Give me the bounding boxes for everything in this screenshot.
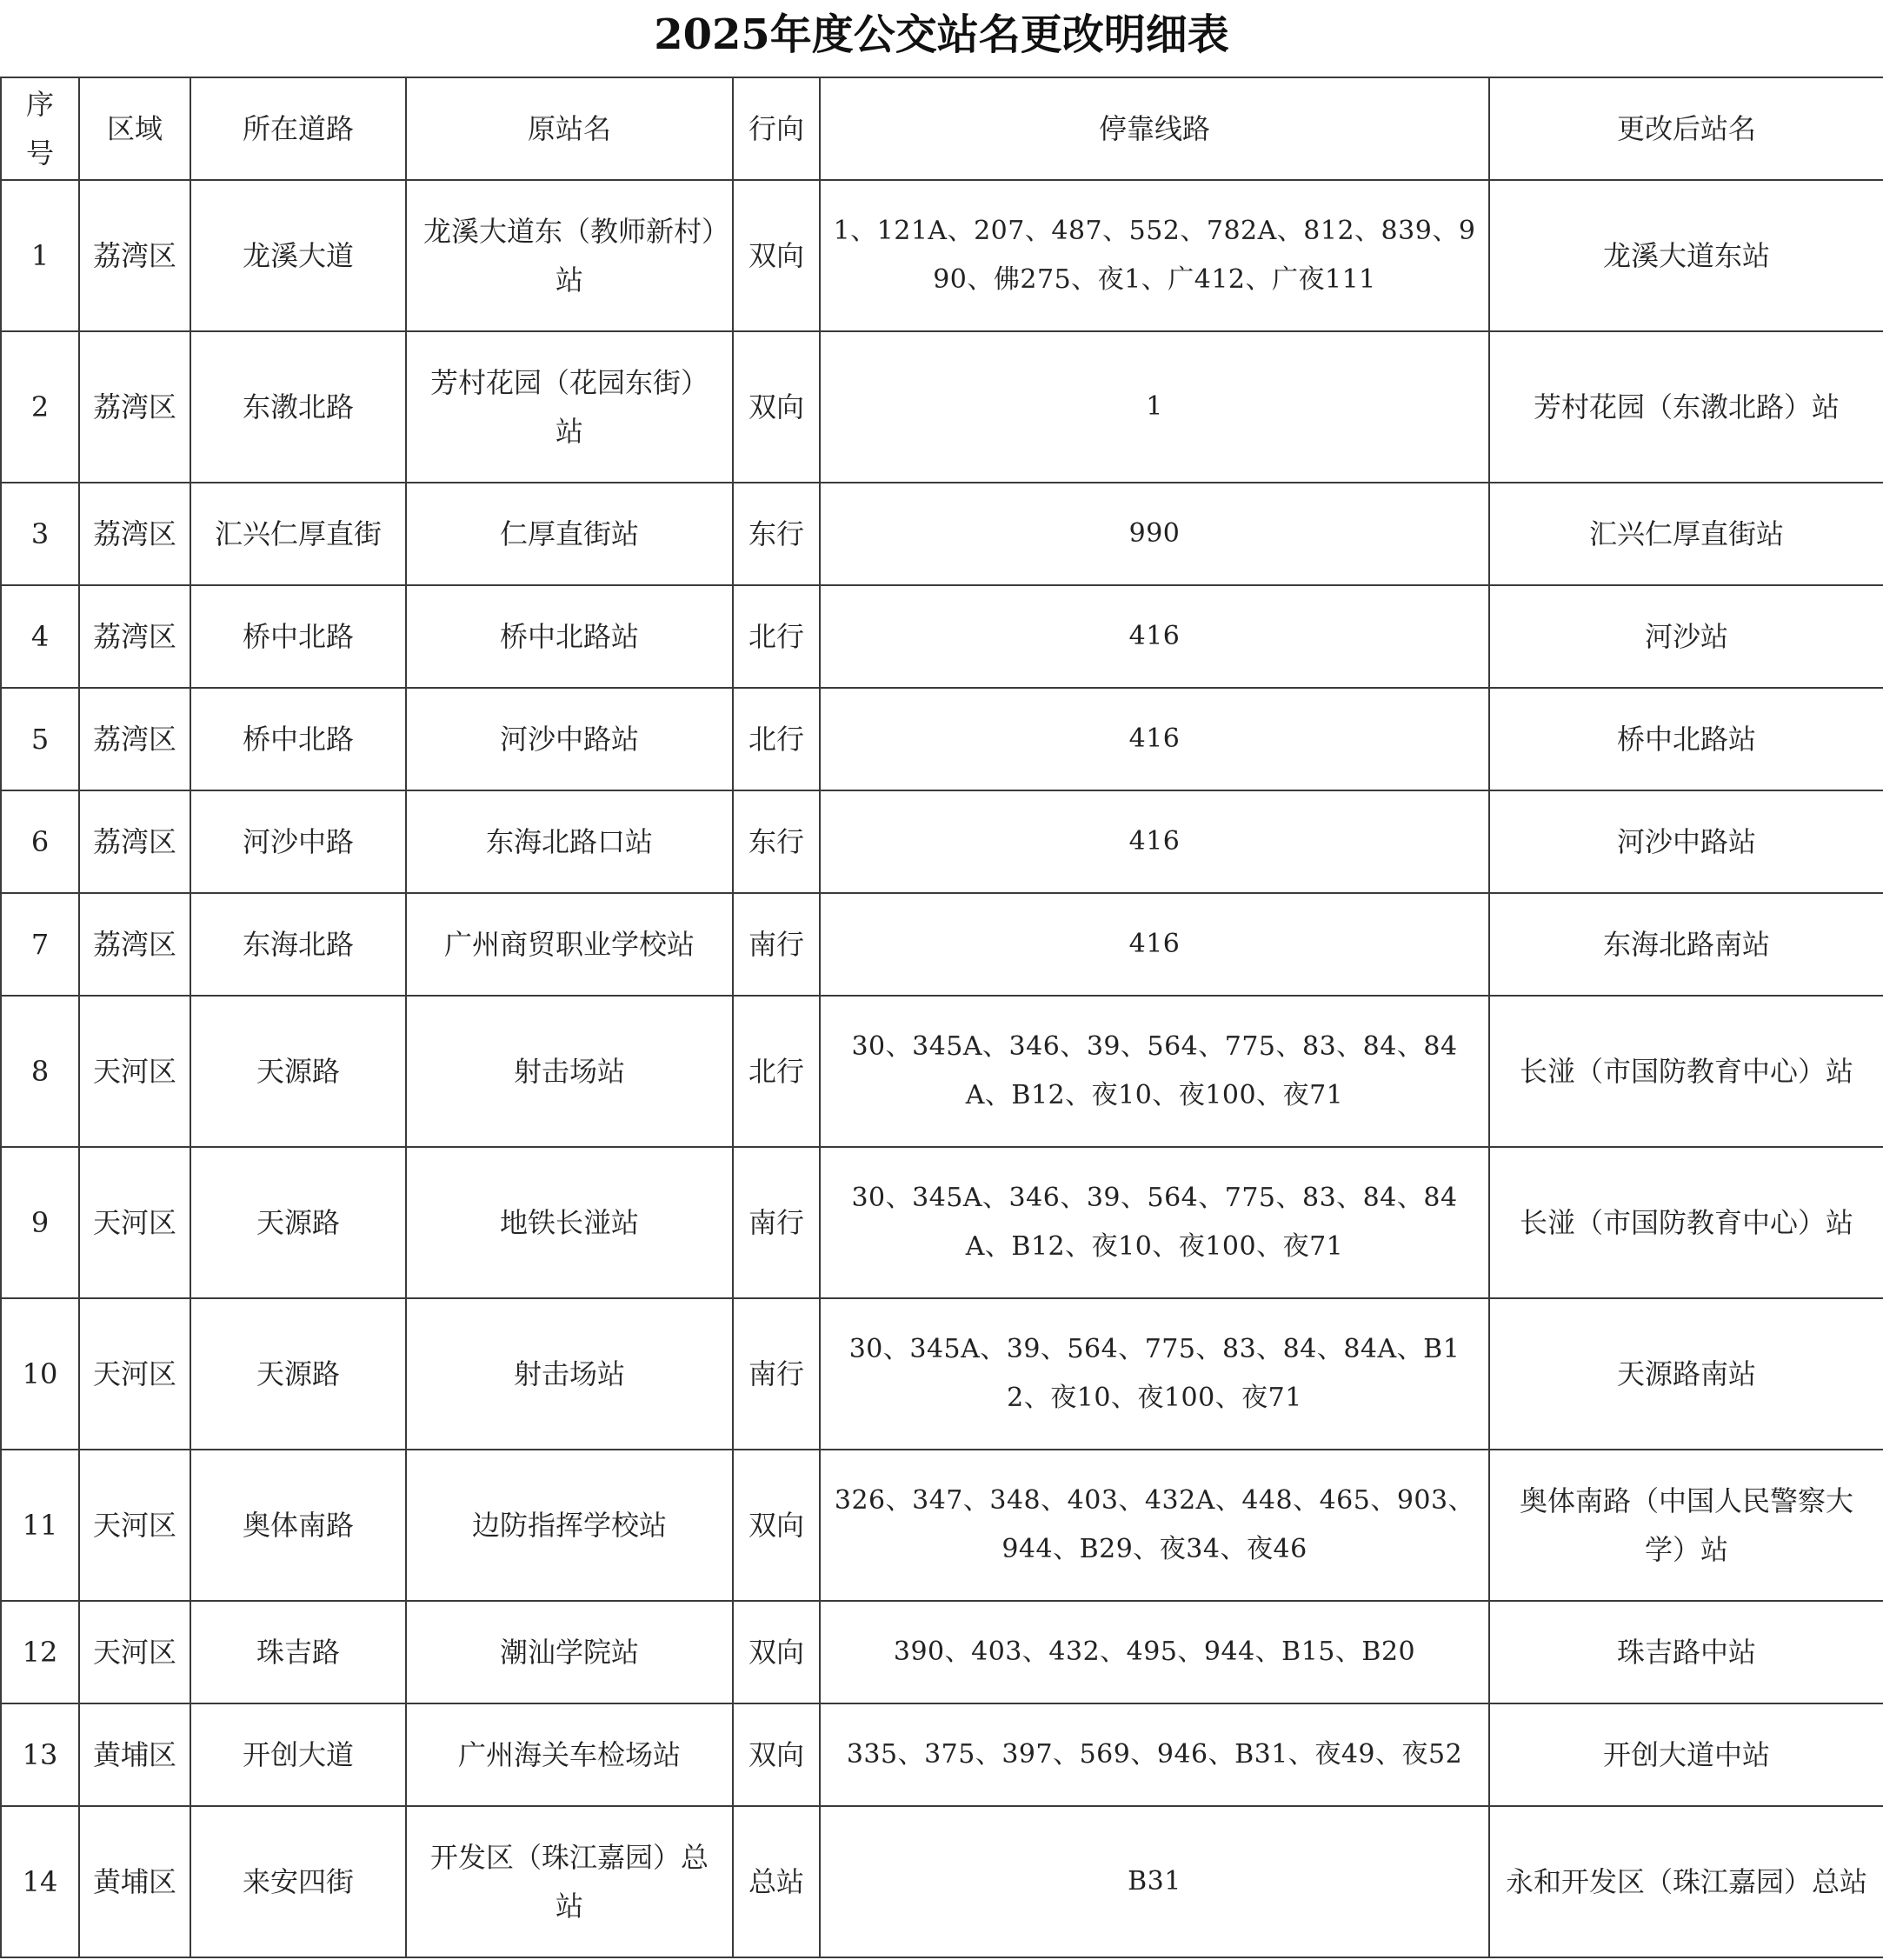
cell-district: 荔湾区 bbox=[79, 790, 190, 893]
table-row bbox=[1, 483, 1883, 585]
cell-index: 3 bbox=[1, 483, 79, 585]
cell-new-name: 东海北路南站 bbox=[1489, 893, 1883, 996]
cell-road: 开创大道 bbox=[190, 1703, 406, 1806]
cell-direction: 双向 bbox=[733, 1450, 820, 1601]
table-header-row bbox=[1, 77, 1883, 180]
table-row bbox=[1, 790, 1883, 893]
cell-district: 荔湾区 bbox=[79, 688, 190, 790]
cell-original-name: 广州海关车检场站 bbox=[406, 1703, 733, 1806]
cell-index: 13 bbox=[1, 1703, 79, 1806]
cell-original-name: 射击场站 bbox=[406, 1298, 733, 1450]
table-row bbox=[1, 1450, 1883, 1601]
table-row bbox=[1, 1703, 1883, 1806]
cell-routes: 390、403、432、495、944、B15、B20 bbox=[820, 1601, 1489, 1703]
cell-district: 荔湾区 bbox=[79, 180, 190, 331]
cell-new-name: 河沙中路站 bbox=[1489, 790, 1883, 893]
cell-routes: 990 bbox=[820, 483, 1489, 585]
cell-district: 荔湾区 bbox=[79, 893, 190, 996]
cell-routes: 416 bbox=[820, 585, 1489, 688]
cell-direction: 东行 bbox=[733, 483, 820, 585]
cell-index: 12 bbox=[1, 1601, 79, 1703]
cell-original-name: 东海北路口站 bbox=[406, 790, 733, 893]
cell-new-name: 桥中北路站 bbox=[1489, 688, 1883, 790]
cell-road: 河沙中路 bbox=[190, 790, 406, 893]
header-direction: 行向 bbox=[733, 77, 820, 180]
cell-routes: 416 bbox=[820, 688, 1489, 790]
table-row bbox=[1, 893, 1883, 996]
cell-direction: 南行 bbox=[733, 1298, 820, 1450]
cell-routes: 30、345A、346、39、564、775、83、84、84A、B12、夜10、夜100、夜71 bbox=[820, 996, 1489, 1147]
cell-road: 东漖北路 bbox=[190, 331, 406, 483]
cell-road: 奥体南路 bbox=[190, 1450, 406, 1601]
cell-direction: 南行 bbox=[733, 1147, 820, 1298]
cell-district: 天河区 bbox=[79, 1450, 190, 1601]
cell-direction: 双向 bbox=[733, 1703, 820, 1806]
cell-road: 汇兴仁厚直街 bbox=[190, 483, 406, 585]
cell-new-name: 奥体南路（中国人民警察大学）站 bbox=[1489, 1450, 1883, 1601]
cell-new-name: 长湴（市国防教育中心）站 bbox=[1489, 996, 1883, 1147]
cell-original-name: 开发区（珠江嘉园）总站 bbox=[406, 1806, 733, 1957]
cell-road: 天源路 bbox=[190, 1298, 406, 1450]
cell-new-name: 龙溪大道东站 bbox=[1489, 180, 1883, 331]
cell-index: 2 bbox=[1, 331, 79, 483]
cell-new-name: 芳村花园（东漖北路）站 bbox=[1489, 331, 1883, 483]
cell-routes: 335、375、397、569、946、B31、夜49、夜52 bbox=[820, 1703, 1489, 1806]
cell-routes: 30、345A、346、39、564、775、83、84、84A、B12、夜10、夜100、夜71 bbox=[820, 1147, 1489, 1298]
cell-original-name: 广州商贸职业学校站 bbox=[406, 893, 733, 996]
table-row bbox=[1, 688, 1883, 790]
cell-direction: 北行 bbox=[733, 996, 820, 1147]
cell-original-name: 潮汕学院站 bbox=[406, 1601, 733, 1703]
cell-new-name: 河沙站 bbox=[1489, 585, 1883, 688]
cell-index: 14 bbox=[1, 1806, 79, 1957]
cell-index: 4 bbox=[1, 585, 79, 688]
table-row bbox=[1, 1806, 1883, 1957]
cell-road: 天源路 bbox=[190, 1147, 406, 1298]
cell-routes: 1、121A、207、487、552、782A、812、839、990、佛275、夜1、广412、广夜111 bbox=[820, 180, 1489, 331]
cell-road: 珠吉路 bbox=[190, 1601, 406, 1703]
cell-original-name: 仁厚直街站 bbox=[406, 483, 733, 585]
cell-new-name: 珠吉路中站 bbox=[1489, 1601, 1883, 1703]
table-row bbox=[1, 180, 1883, 331]
cell-index: 11 bbox=[1, 1450, 79, 1601]
cell-direction: 北行 bbox=[733, 688, 820, 790]
cell-district: 天河区 bbox=[79, 1601, 190, 1703]
cell-district: 天河区 bbox=[79, 1298, 190, 1450]
cell-road: 龙溪大道 bbox=[190, 180, 406, 331]
cell-new-name: 天源路南站 bbox=[1489, 1298, 1883, 1450]
cell-original-name: 射击场站 bbox=[406, 996, 733, 1147]
cell-direction: 双向 bbox=[733, 1601, 820, 1703]
header-district: 区域 bbox=[79, 77, 190, 180]
cell-district: 荔湾区 bbox=[79, 585, 190, 688]
table-row bbox=[1, 1147, 1883, 1298]
cell-index: 1 bbox=[1, 180, 79, 331]
cell-direction: 双向 bbox=[733, 180, 820, 331]
cell-direction: 北行 bbox=[733, 585, 820, 688]
cell-routes: 1 bbox=[820, 331, 1489, 483]
page-title: 2025年度公交站名更改明细表 bbox=[654, 10, 1229, 59]
cell-district: 荔湾区 bbox=[79, 331, 190, 483]
cell-district: 黄埔区 bbox=[79, 1806, 190, 1957]
cell-original-name: 桥中北路站 bbox=[406, 585, 733, 688]
header-new-name: 更改后站名 bbox=[1489, 77, 1883, 180]
cell-new-name: 汇兴仁厚直街站 bbox=[1489, 483, 1883, 585]
cell-district: 天河区 bbox=[79, 1147, 190, 1298]
cell-road: 桥中北路 bbox=[190, 688, 406, 790]
cell-index: 8 bbox=[1, 996, 79, 1147]
header-routes: 停靠线路 bbox=[820, 77, 1489, 180]
cell-direction: 东行 bbox=[733, 790, 820, 893]
cell-direction: 双向 bbox=[733, 331, 820, 483]
cell-original-name: 芳村花园（花园东街）站 bbox=[406, 331, 733, 483]
cell-index: 10 bbox=[1, 1298, 79, 1450]
cell-routes: 416 bbox=[820, 893, 1489, 996]
cell-new-name: 永和开发区（珠江嘉园）总站 bbox=[1489, 1806, 1883, 1957]
cell-index: 5 bbox=[1, 688, 79, 790]
cell-index: 7 bbox=[1, 893, 79, 996]
cell-original-name: 边防指挥学校站 bbox=[406, 1450, 733, 1601]
cell-routes: 30、345A、39、564、775、83、84、84A、B12、夜10、夜100、夜71 bbox=[820, 1298, 1489, 1450]
header-original-name: 原站名 bbox=[406, 77, 733, 180]
cell-road: 桥中北路 bbox=[190, 585, 406, 688]
cell-routes: 326、347、348、403、432A、448、465、903、944、B29、夜34、夜46 bbox=[820, 1450, 1489, 1601]
cell-district: 天河区 bbox=[79, 996, 190, 1147]
cell-road: 来安四街 bbox=[190, 1806, 406, 1957]
table-row bbox=[1, 331, 1883, 483]
cell-routes: B31 bbox=[820, 1806, 1489, 1957]
cell-original-name: 河沙中路站 bbox=[406, 688, 733, 790]
cell-original-name: 地铁长湴站 bbox=[406, 1147, 733, 1298]
station-rename-table bbox=[0, 77, 1883, 1958]
cell-district: 黄埔区 bbox=[79, 1703, 190, 1806]
table-row bbox=[1, 996, 1883, 1147]
cell-index: 6 bbox=[1, 790, 79, 893]
header-road: 所在道路 bbox=[190, 77, 406, 180]
cell-new-name: 长湴（市国防教育中心）站 bbox=[1489, 1147, 1883, 1298]
cell-direction: 南行 bbox=[733, 893, 820, 996]
cell-road: 天源路 bbox=[190, 996, 406, 1147]
cell-routes: 416 bbox=[820, 790, 1489, 893]
table-row bbox=[1, 1298, 1883, 1450]
table-row bbox=[1, 1601, 1883, 1703]
header-index: 序号 bbox=[1, 77, 79, 180]
cell-new-name: 开创大道中站 bbox=[1489, 1703, 1883, 1806]
cell-district: 荔湾区 bbox=[79, 483, 190, 585]
cell-index: 9 bbox=[1, 1147, 79, 1298]
table-row bbox=[1, 585, 1883, 688]
cell-original-name: 龙溪大道东（教师新村）站 bbox=[406, 180, 733, 331]
cell-direction: 总站 bbox=[733, 1806, 820, 1957]
cell-road: 东海北路 bbox=[190, 893, 406, 996]
